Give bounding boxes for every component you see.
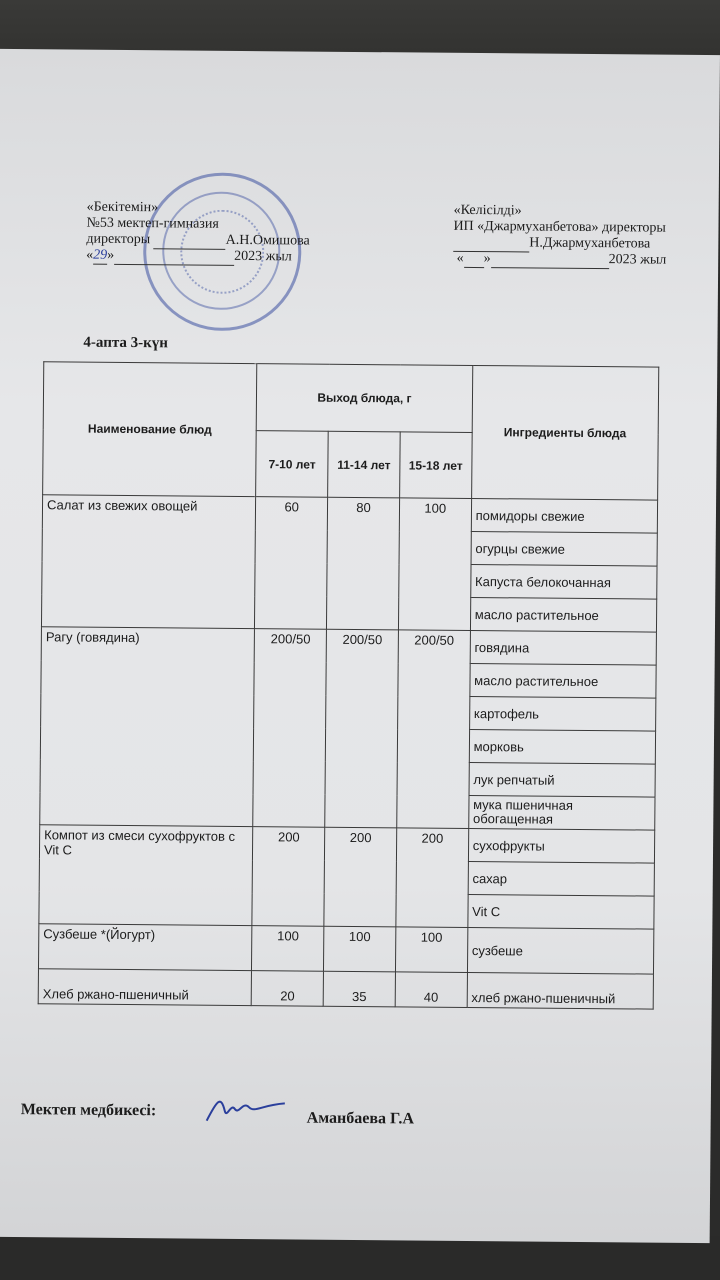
company-director-name: Н.Джармуханбетова (529, 235, 651, 252)
director-name: А.Н.Омишова (225, 232, 310, 249)
nurse-name: Аманбаева Г.А (306, 1109, 414, 1128)
menu-table (38, 361, 660, 1009)
director-label: директоры (86, 231, 151, 248)
ingredient: Vit C (468, 894, 655, 929)
dish-name: Хлеб ржано-пшеничный (38, 969, 252, 1006)
ingredient: морковь (469, 729, 656, 764)
approval-block-left: «Бекітемін» №53 мектеп-гимназия директоры А.Н.Омишова «29» 2023 жыл (86, 199, 310, 265)
dish-output: 20 (251, 971, 323, 1007)
dish-output: 40 (395, 972, 467, 1008)
col-header-name: Наименование блюд (43, 362, 257, 497)
ingredient: говядина (470, 630, 657, 665)
dish-output: 200 (396, 828, 469, 928)
table-row (42, 495, 657, 533)
dish-output: 100 (252, 926, 324, 972)
month-line (114, 248, 234, 266)
school-name: №53 мектеп-гимназия (86, 215, 219, 232)
ingredient: картофель (469, 696, 656, 731)
col-header-output: Выход блюда, г (257, 364, 473, 433)
signature-line (154, 232, 226, 250)
background-bottom (0, 1236, 720, 1280)
ingredient: сахар (468, 861, 655, 896)
week-day-label: 4-апта 3-күн (83, 334, 169, 352)
ingredient: лук репчатый (469, 762, 656, 797)
dish-output: 200/50 (253, 629, 327, 828)
approve-year: 2023 жыл (234, 248, 292, 265)
agree-title: «Келісілді» (453, 202, 522, 219)
col-header-ingredients: Ингредиенты блюда (471, 365, 658, 500)
dish-output: 80 (327, 497, 400, 630)
dish-name: Рагу (говядина) (40, 627, 255, 827)
approval-block-right: «Келісілді» ИП «Джармуханбетова» директоры Н.Джармуханбетова « » 2023 жыл (453, 202, 667, 268)
dish-output: 60 (255, 497, 328, 630)
ingredient: помидоры свежие (471, 498, 658, 533)
company-name: ИП «Джармуханбетова» директоры (453, 218, 666, 236)
table-row (39, 825, 654, 863)
ingredient: сузбеше (467, 927, 654, 974)
ingredient: масло растительное (470, 597, 657, 632)
dish-output: 200/50 (325, 629, 399, 828)
approve-title: «Бекітемін» (86, 199, 159, 216)
table-row (38, 969, 653, 1009)
signature-line-right (453, 235, 529, 253)
dish-output: 200 (324, 827, 397, 927)
col-header-age: 11-14 лет (328, 431, 400, 498)
col-header-age: 7-10 лет (256, 431, 328, 498)
dish-output: 100 (324, 926, 396, 972)
table-row (38, 924, 653, 974)
ingredient: мука пшеничная обогащенная (468, 795, 655, 830)
ingredient: сухофрукты (468, 828, 655, 863)
col-header-age: 15-18 лет (400, 432, 472, 499)
dish-output: 200 (252, 827, 325, 927)
dish-output: 200/50 (397, 630, 471, 829)
dish-name: Салат из свежих овощей (41, 495, 255, 629)
nurse-label: Мектеп медбикесі: (20, 1101, 157, 1120)
dish-name: Сузбеше *(Йогурт) (38, 924, 252, 971)
document-page (0, 49, 720, 1243)
nurse-signature (203, 1091, 287, 1128)
ingredient: хлеб ржано-пшеничный (467, 972, 654, 1009)
dish-output: 35 (323, 971, 395, 1007)
ingredient: масло растительное (470, 663, 657, 698)
dish-name: Компот из смеси сухофруктов с Vit C (39, 825, 253, 926)
approve-day: 29 (93, 247, 108, 263)
dish-output: 100 (398, 498, 471, 631)
table-row (41, 627, 656, 665)
ingredient: огурцы свежие (471, 531, 658, 566)
agree-year: 2023 жыл (608, 252, 667, 268)
dish-output: 100 (395, 927, 467, 973)
ingredient: Капуста белокочанная (470, 564, 657, 599)
